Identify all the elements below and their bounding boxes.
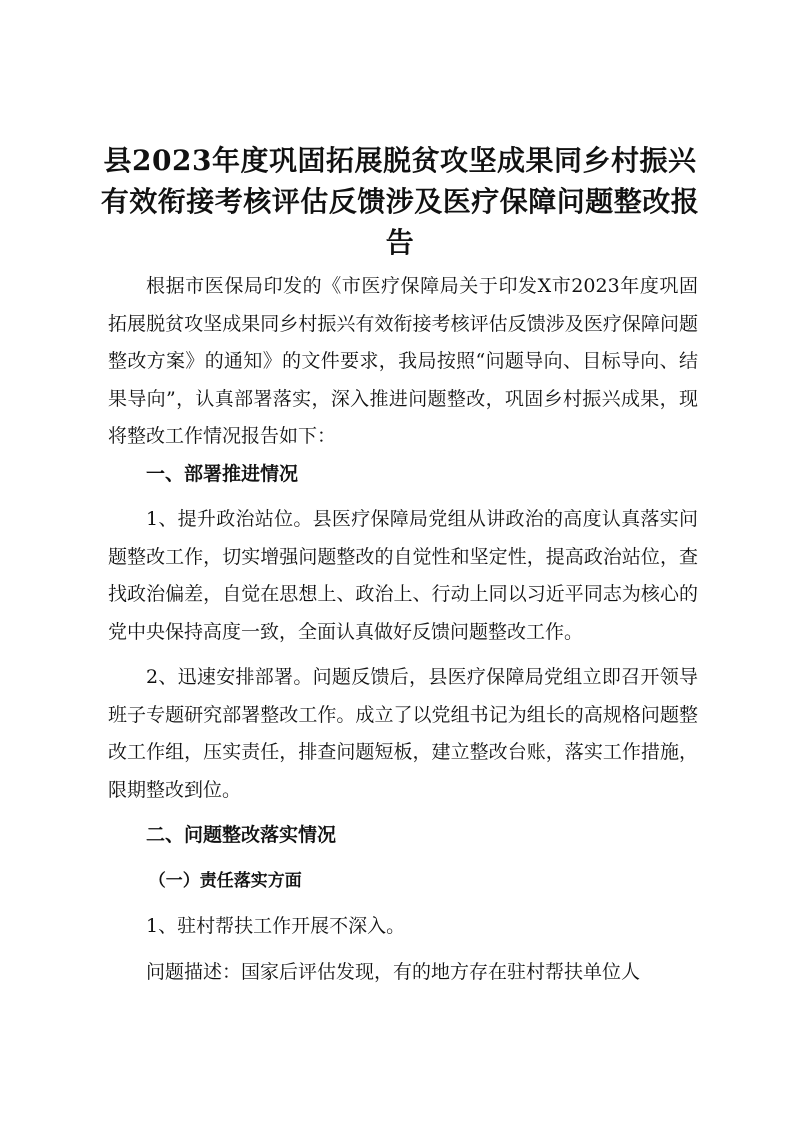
subsection-heading-responsibility: （一）责任落实方面 — [148, 870, 302, 891]
spacer — [108, 855, 698, 863]
spacer — [108, 809, 698, 817]
section-heading-rectification: 二、问题整改落实情况 — [146, 824, 337, 846]
spacer — [108, 900, 698, 908]
section-heading-deployment: 一、部署推进情况 — [146, 462, 299, 485]
issue-description-1: 问题描述：国家后评估发现，有的地方存在驻村帮扶单位人 — [146, 960, 641, 983]
issue-title-1: 1、驻村帮扶工作开展不深入。 — [146, 915, 406, 937]
spacer — [108, 651, 698, 659]
spacer — [108, 946, 698, 954]
document-title: 县2023年度巩固拓展脱贫攻坚成果同乡村振兴有效衔接考核评估反馈涉及医疗保障问题整改报告 — [100, 144, 700, 259]
document-body — [108, 268, 698, 991]
spacer — [108, 493, 698, 501]
intro-paragraph: 根据市医保局印发的《市医疗保障局关于印发X市2023年度巩固拓展脱贫攻坚成果同乡村振兴有效衔接考核评估反馈涉及医疗保障问题整改方案》的通知》的文件要求，我局按照“问题导向、目标导向、结果导向”，认真部署落实，深入推进问题整改，巩固乡村振兴成果，现将整改工作情况报告如下： — [108, 275, 698, 447]
paragraph-item-2: 2、迅速安排部署。问题反馈后，县医疗保障局党组立即召开领导班子专题研究部署整改工作。成立了以党组书记为组长的高规格问题整改工作组，压实责任，排查问题短板，建立整改台账，落实工作措施，限期整改到位。 — [108, 666, 698, 801]
paragraph-item-1: 1、提升政治站位。县医疗保障局党组从讲政治的高度认真落实问题整改工作，切实增强问题整改的自觉性和坚定性，提高政治站位，查找政治偏差，自觉在思想上、政治上、行动上同以习近平同志为核心的党中央保持高度一致，全面认真做好反馈问题整改工作。 — [108, 508, 698, 643]
